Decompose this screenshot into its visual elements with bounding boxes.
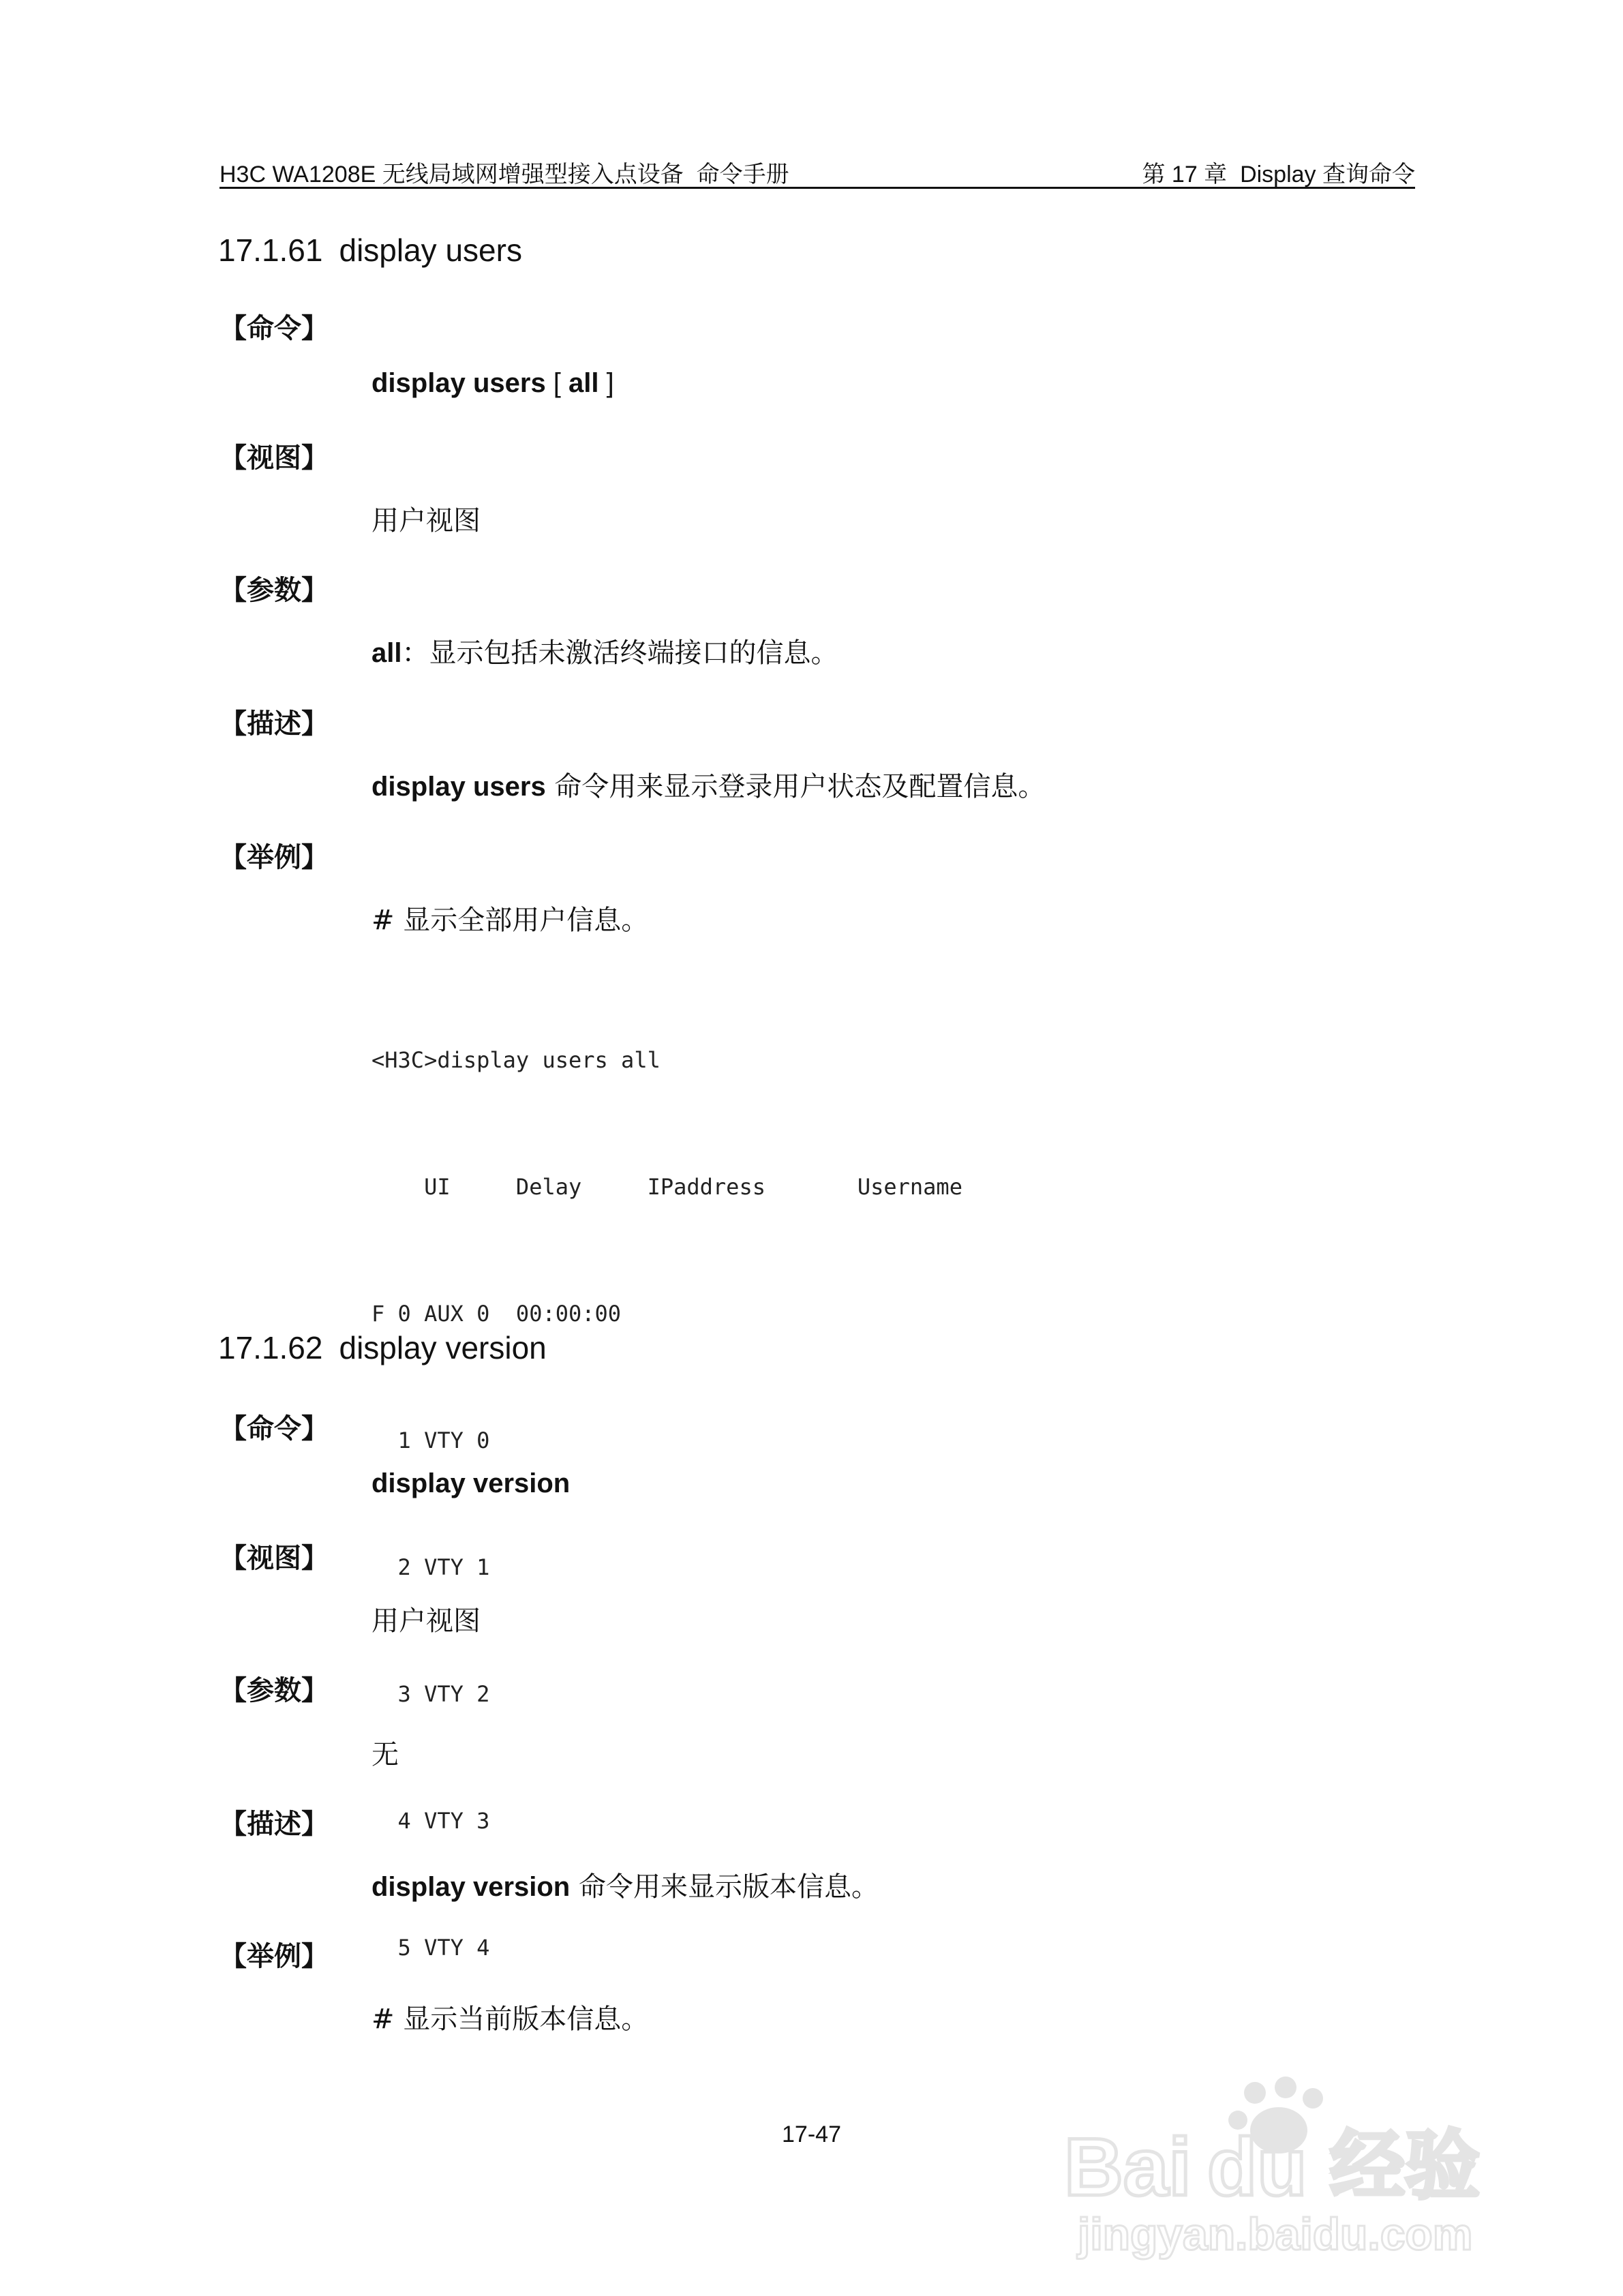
label-command: 【命令】 <box>219 313 329 344</box>
code-line: 2 VTY 1 <box>371 1554 490 1580</box>
header-chapter: 第 17 章 Display 查询命令 <box>1142 162 1415 187</box>
desc-body: 命令用来显示版本信息。 <box>570 1871 879 1903</box>
watermark-cn: 经验 <box>1330 2122 1480 2209</box>
syntax-open-bracket: [ <box>545 368 569 398</box>
label-example: 【举例】 <box>219 1941 329 1972</box>
desc-body: 命令用来显示登录用户状态及配置信息。 <box>545 771 1046 802</box>
header-rule <box>219 187 1415 189</box>
desc-command: display users <box>371 772 546 802</box>
code-line: F 0 AUX 0 00:00:00 <box>371 1301 622 1327</box>
view-text: 用户视图 <box>371 1605 481 1637</box>
label-view: 【视图】 <box>219 442 329 474</box>
param-none: 无 <box>371 1739 399 1770</box>
section-name: display users <box>339 232 522 268</box>
param-description <box>371 631 838 670</box>
label-desc: 【描述】 <box>219 708 329 740</box>
page-number: 17-47 <box>782 2121 841 2147</box>
code-line: 3 VTY 2 <box>371 1681 490 1707</box>
example-note: # 显示全部用户信息。 <box>371 905 649 936</box>
label-example: 【举例】 <box>219 842 329 873</box>
param-text: ：显示包括未激活终端接口的信息。 <box>401 637 838 669</box>
desc-text <box>371 765 1045 804</box>
label-desc: 【描述】 <box>219 1809 329 1840</box>
view-text: 用户视图 <box>371 505 481 537</box>
label-params: 【参数】 <box>219 1675 329 1706</box>
label-view: 【视图】 <box>219 1543 329 1574</box>
code-line: 1 VTY 0 <box>371 1428 490 1453</box>
syntax-command: display users <box>371 368 546 398</box>
watermark-url: jingyan.baidu.com <box>1078 2209 1473 2259</box>
baidu-jingyan-watermark <box>1050 2072 1528 2263</box>
example-note: # 显示当前版本信息。 <box>371 2004 649 2035</box>
header-title: H3C WA1208E 无线局域网增强型接入点设备 命令手册 <box>219 162 789 187</box>
param-name: all <box>371 638 402 668</box>
code-line: <H3C>display users all <box>371 1047 661 1073</box>
desc-text <box>371 1865 879 1904</box>
section-title-display-users <box>218 232 522 269</box>
desc-command: display version <box>371 1872 571 1902</box>
command-syntax <box>371 1468 570 1499</box>
code-line: 5 VTY 4 <box>371 1935 490 1961</box>
code-line: UI Delay IPaddress Username <box>371 1174 962 1200</box>
label-params: 【参数】 <box>219 575 329 606</box>
watermark-brand-du: du <box>1207 2121 1307 2213</box>
watermark-brand: Bai <box>1064 2121 1192 2213</box>
code-line: 4 VTY 3 <box>371 1808 490 1834</box>
syntax-close-bracket: ] <box>598 368 614 398</box>
section-name: display version <box>339 1330 547 1365</box>
section-title-display-version <box>218 1329 547 1366</box>
command-syntax <box>371 368 614 399</box>
section-number: 17.1.62 <box>218 1330 323 1365</box>
syntax-command: display version <box>371 1468 571 1498</box>
label-command: 【命令】 <box>219 1413 329 1445</box>
section-number: 17.1.61 <box>218 232 323 268</box>
syntax-option: all <box>568 368 599 398</box>
